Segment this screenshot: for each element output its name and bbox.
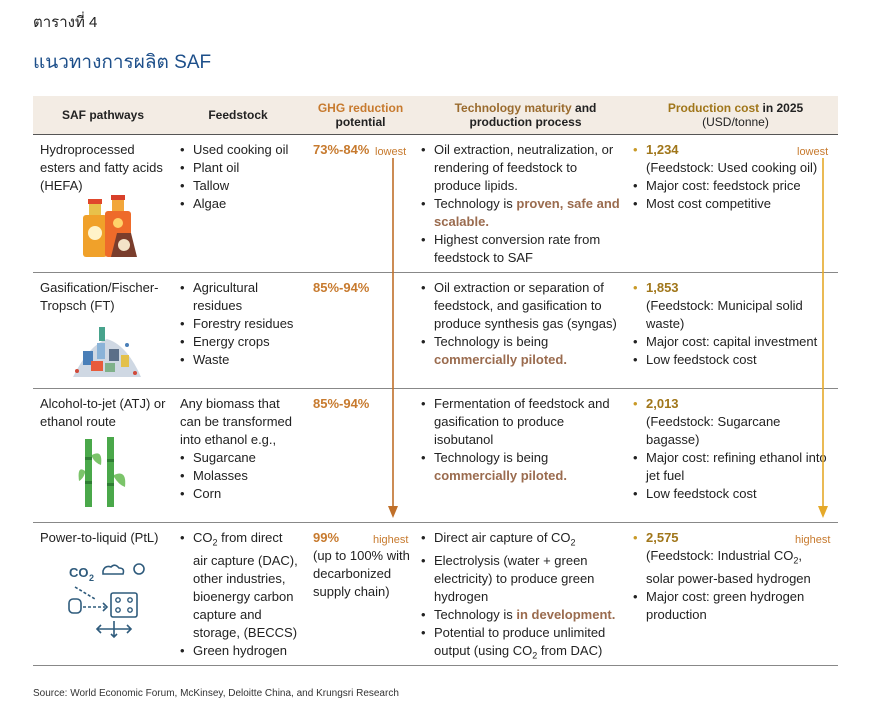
- pathway-name: Hydroprocessed esters and fatty acids (HEFA): [40, 142, 163, 193]
- cost-list: • 2,013 (Feedstock: Sugarcane bagasse) • Major cost: refining ethanol into jet fuel • Low feedstock cost: [633, 395, 833, 503]
- table-row-ptl: [33, 523, 838, 666]
- co2-capture-icon: [67, 563, 149, 639]
- svg-text:CO: CO: [69, 565, 89, 580]
- ghg-value: 99% (up to 100% with decarbonized supply chain): [313, 530, 410, 599]
- cost-list: • 1,234 (Feedstock: Used cooking oil) • Major cost: feedstock price • Most cost competitive: [633, 141, 833, 213]
- cost-trend-arrow: [817, 158, 829, 520]
- tech-list: • Oil extraction, neutralization, or rendering of feedstock to produce lipids. • Technology is proven, safe and scalable. • Highest conversion rate from feedstock to SAF: [421, 141, 621, 267]
- highest-tag: highest: [795, 534, 831, 546]
- header-pathways: SAF pathways: [61, 108, 145, 122]
- header-ghg: GHG reduction potential: [317, 101, 404, 129]
- table-header: [33, 96, 838, 135]
- highest-tag: highest: [373, 534, 409, 546]
- waste-pile-icon: [69, 321, 144, 381]
- tech-list: • Direct air capture of $CO_2$ • Electrolysis (water + green electricity) to produce green hydrogen • Technology is in development. • Potential to produce unlimited output (using $CO_2$ from DAC): [421, 529, 621, 664]
- cost-list: • 1,853 (Feedstock: Municipal solid waste) • Major cost: capital investment • Low feedstock cost: [633, 279, 833, 369]
- table-row-atj: [33, 389, 838, 523]
- oil-bottles-icon: [75, 193, 145, 261]
- ghg-value: 85%-94%: [313, 396, 370, 411]
- feedstock-list: Any biomass that can be transformed into ethanol e.g., • Sugarcane • Molasses • Corn: [180, 395, 300, 503]
- ghg-value: 85%-94%: [313, 280, 370, 295]
- ghg-trend-arrow: [387, 158, 399, 520]
- ghg-value: 73%-84%: [313, 142, 370, 157]
- header-technology: Technology maturity and production process: [454, 101, 597, 129]
- saf-pathways-table: [33, 96, 838, 666]
- page-title: แนวทางการผลิต SAF: [33, 52, 212, 73]
- table-row-hefa: [33, 135, 838, 273]
- header-cost: Production cost in 2025 (USD/tonne): [667, 101, 804, 129]
- table-row-ft: [33, 273, 838, 389]
- tech-list: • Oil extraction or separation of feedstock, and gasification to produce synthesis gas (syngas) • Technology is being commercially piloted.: [421, 279, 621, 369]
- tech-list: • Fermentation of feedstock and gasification to produce isobutanol • Technology is being commercially piloted.: [421, 395, 621, 485]
- feedstock-list: • Agricultural residues • Forestry residues • Energy crops • Waste: [180, 279, 300, 369]
- lowest-tag: lowest: [797, 146, 829, 158]
- pathway-name: Alcohol-to-jet (ATJ) or ethanol route: [40, 396, 166, 429]
- pathway-name: Gasification/Fischer-Tropsch (FT): [40, 280, 159, 313]
- feedstock-list: • $CO_2$ from direct air capture (DAC), other industries, bioenergy carbon capture and storage, (BECCS) • Green hydrogen: [180, 529, 300, 660]
- feedstock-list: • Used cooking oil • Plant oil • Tallow • Algae: [180, 141, 300, 213]
- svg-text:2: 2: [89, 573, 95, 583]
- lowest-tag: lowest: [375, 146, 407, 158]
- table-caption: ตารางที่ 4: [33, 14, 98, 31]
- header-feedstock: Feedstock: [208, 108, 268, 122]
- sugarcane-icon: [77, 435, 137, 509]
- source-note: Source: World Economic Forum, McKinsey, Deloitte China, and Krungsri Research: [33, 688, 399, 699]
- cost-list: • 2,575 (Feedstock: Industrial $CO_2$, solar power-based hydrogen • Major cost: green hydrogen production: [633, 529, 833, 624]
- pathway-name: Power-to-liquid (PtL): [40, 530, 159, 545]
